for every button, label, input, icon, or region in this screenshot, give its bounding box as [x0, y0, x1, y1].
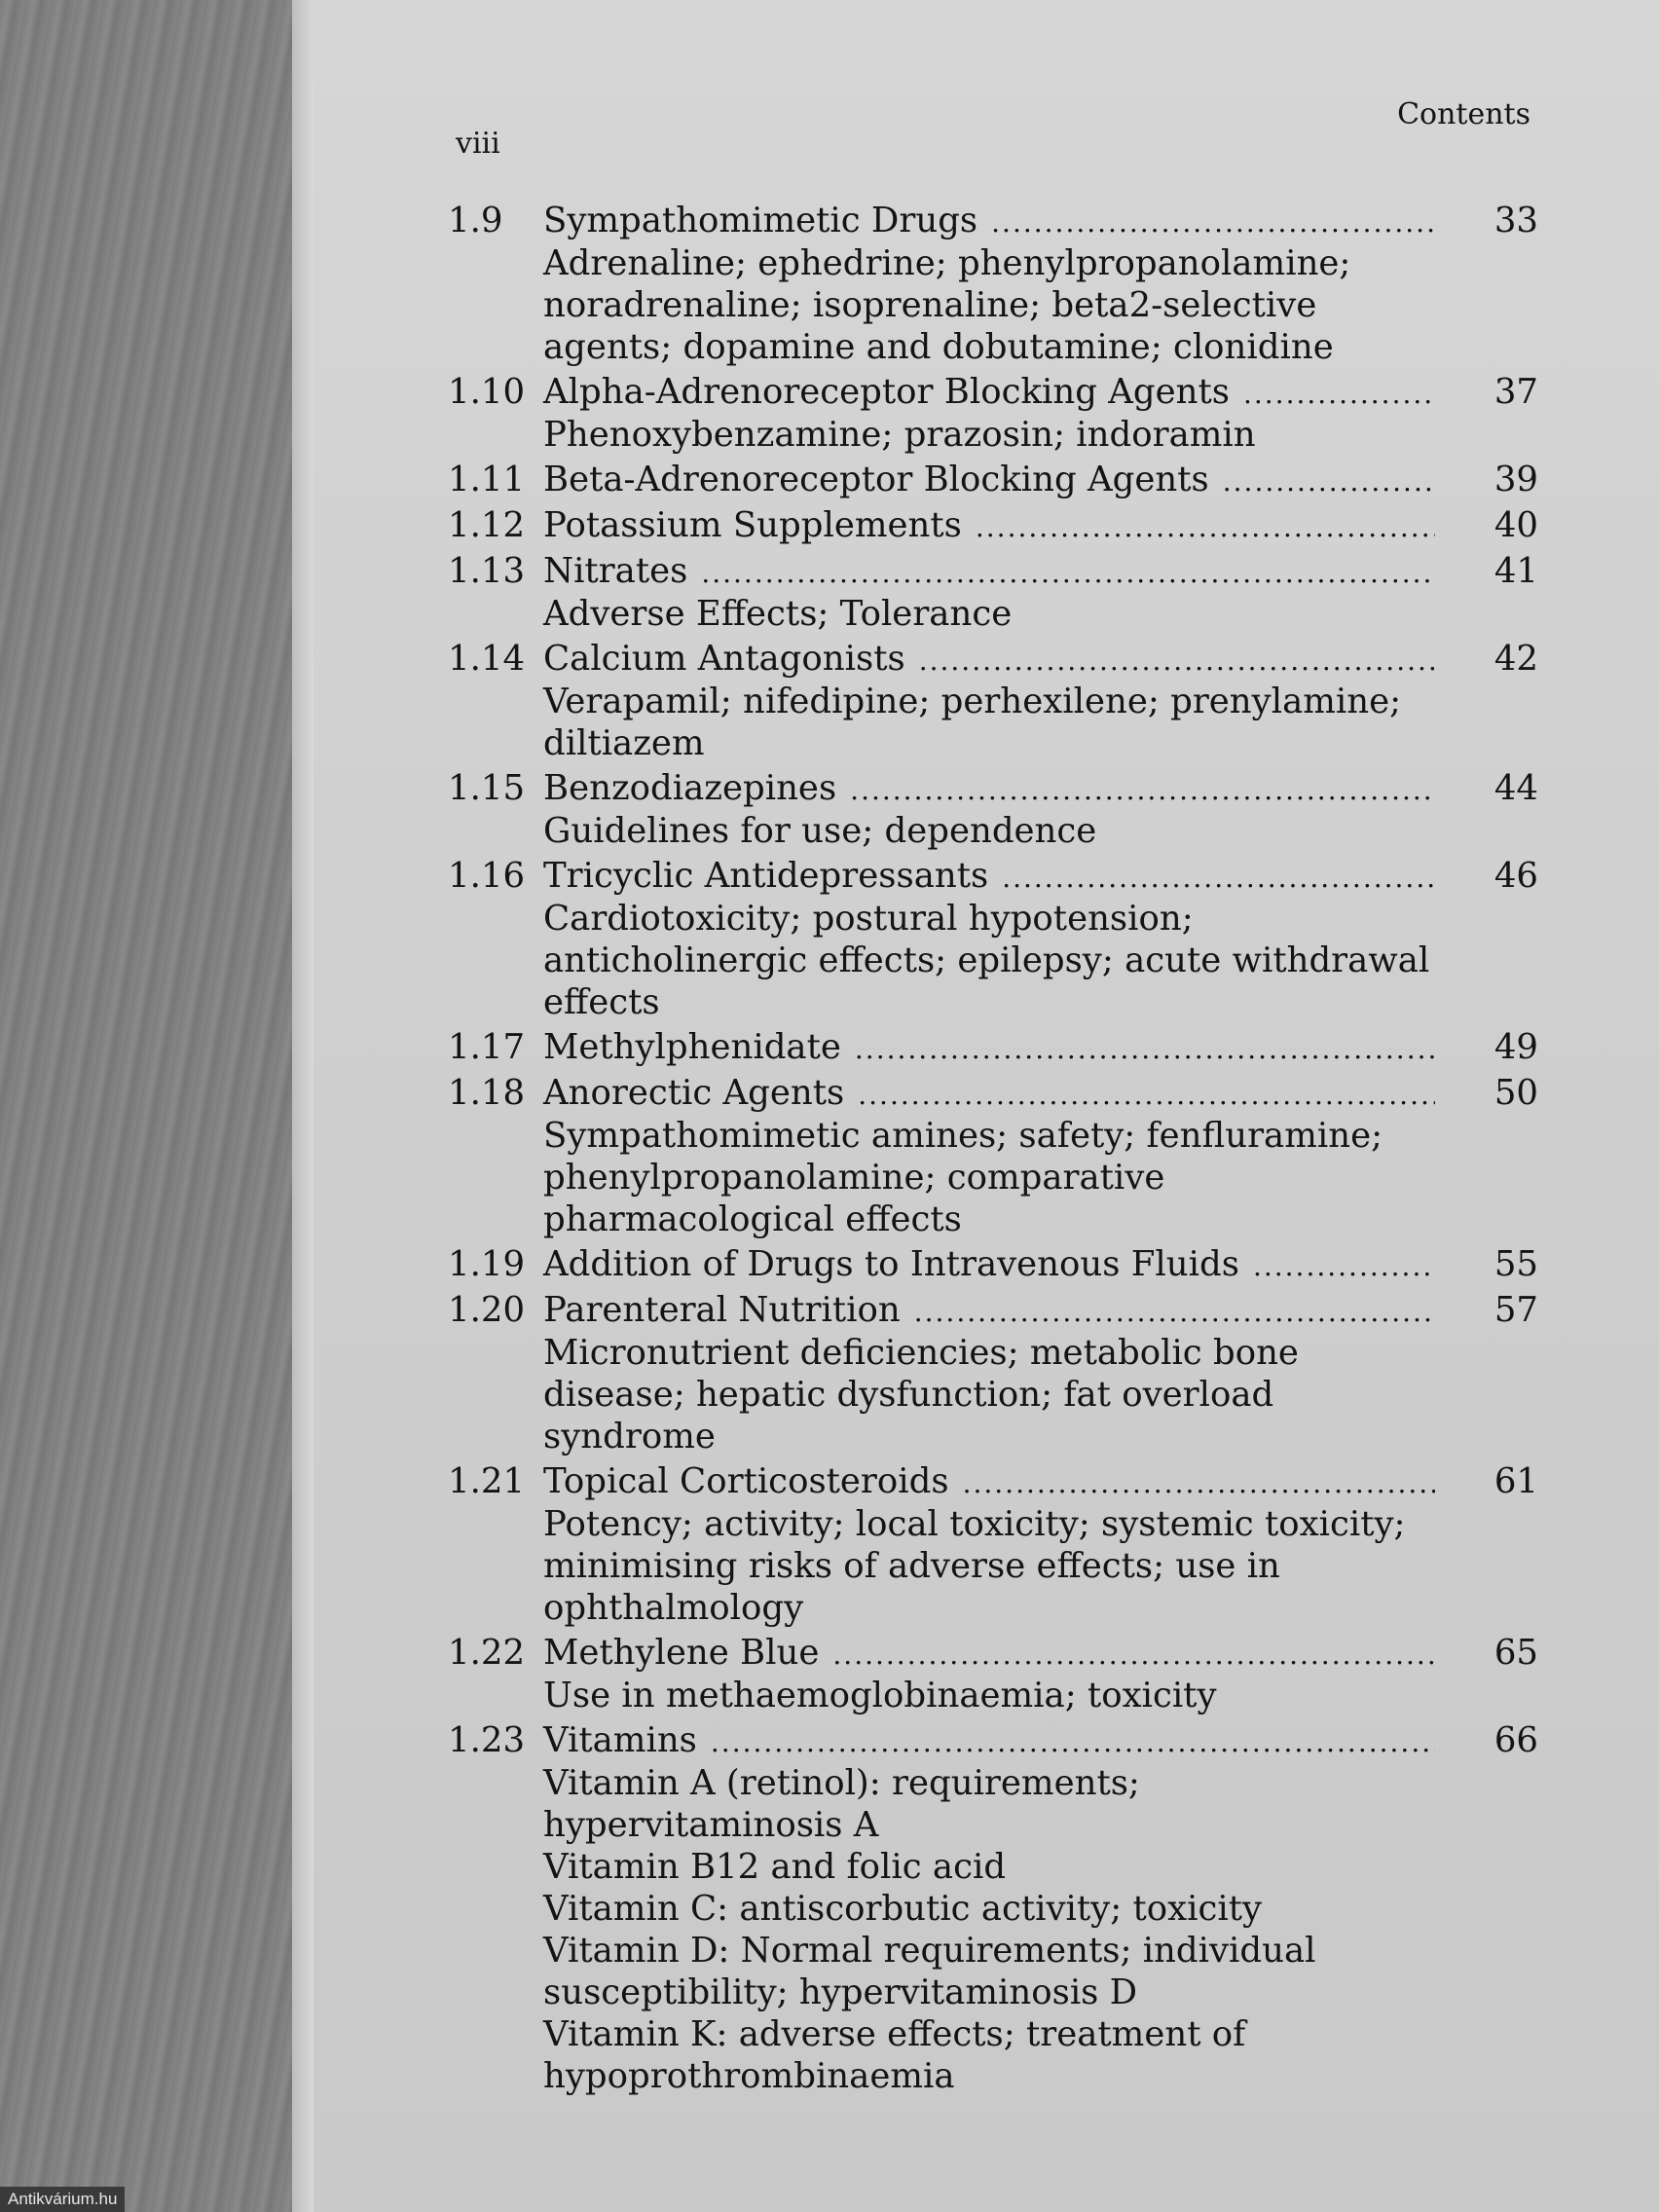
dot-leader [832, 1634, 1435, 1677]
background-surface [0, 0, 321, 2212]
entry-number: 1.21 [448, 1461, 526, 1501]
entry-subtopics-vitamin-k: Vitamin K: adverse effects; treatment of hypoprothrombinaemia [543, 2014, 1246, 2096]
entry-page-number: 37 [1493, 372, 1538, 412]
entry-page-number: 61 [1493, 1461, 1538, 1501]
entry-subtopics-vitamin-d: Vitamin D: Normal requirements; individual susceptibility; hypervitaminosis D [543, 1931, 1316, 2012]
entry-subtopics: Sympathomimetic amines; safety; fenfluramine; phenylpropanolamine; comparative pharmacological effects [543, 1116, 1383, 1239]
toc-entry-1-13 [448, 550, 1538, 635]
dot-leader [711, 1721, 1435, 1764]
dot-leader [1223, 461, 1435, 503]
entry-title: Addition of Drugs to Intravenous Fluids [543, 1244, 1239, 1284]
entry-page-number: 41 [1493, 551, 1538, 591]
toc-entry-1-17 [448, 1026, 1538, 1069]
entry-page-number: 50 [1493, 1073, 1538, 1113]
entry-page-number: 66 [1493, 1720, 1538, 1760]
entry-number: 1.18 [448, 1073, 526, 1113]
entry-page-number: 65 [1493, 1633, 1538, 1673]
entry-title: Tricyclic Antidepressants [543, 856, 989, 896]
entry-page-number: 55 [1493, 1244, 1538, 1284]
site-watermark: Antikvárium.hu [0, 2187, 125, 2212]
entry-subtopics: Micronutrient deficiencies; metabolic bone disease; hepatic dysfunction; fat overload syndrome [543, 1333, 1299, 1456]
entry-number: 1.22 [448, 1633, 526, 1673]
entry-subtopics: Cardiotoxicity; postural hypotension; anticholinergic effects; epilepsy; acute withdrawal effects [543, 899, 1430, 1022]
entry-number: 1.17 [448, 1027, 526, 1067]
entry-page-number: 44 [1493, 768, 1538, 808]
entry-number: 1.19 [448, 1244, 526, 1284]
dot-leader [1002, 857, 1435, 900]
entry-title: Alpha-Adrenoreceptor Blocking Agents [543, 372, 1230, 412]
entry-number: 1.14 [448, 639, 526, 679]
dot-leader [1253, 1245, 1435, 1288]
entry-title: Parenteral Nutrition [543, 1290, 901, 1330]
dot-leader [858, 1074, 1435, 1117]
toc-entry-1-23 [448, 1719, 1538, 2097]
entry-page-number: 39 [1493, 460, 1538, 499]
table-of-contents [448, 200, 1538, 2100]
entry-subtopics: Phenoxybenzamine; prazosin; indoramin [543, 415, 1256, 455]
toc-entry-1-10 [448, 371, 1538, 456]
dot-leader [850, 769, 1435, 812]
entry-subtopics: Use in methaemoglobinaemia; toxicity [543, 1676, 1217, 1715]
entry-title: Calcium Antagonists [543, 639, 905, 679]
dot-leader [1243, 373, 1435, 416]
entry-subtopics-vitamin-c: Vitamin C: antiscorbutic activity; toxicity [543, 1889, 1263, 1929]
entry-number: 1.20 [448, 1290, 526, 1330]
dot-leader [963, 1462, 1435, 1505]
toc-entry-1-19 [448, 1243, 1538, 1286]
dot-leader [991, 202, 1435, 244]
page-folio: viii [456, 127, 500, 161]
entry-page-number: 49 [1493, 1027, 1538, 1067]
entry-subtopics: Adverse Effects; Tolerance [543, 594, 1013, 634]
entry-number: 1.9 [448, 201, 503, 240]
entry-title: Anorectic Agents [543, 1073, 845, 1113]
dot-leader [855, 1028, 1435, 1071]
toc-entry-1-14 [448, 638, 1538, 764]
toc-entry-1-20 [448, 1289, 1538, 1457]
entry-number: 1.16 [448, 856, 526, 896]
dot-leader [914, 1291, 1435, 1334]
toc-entry-1-21 [448, 1460, 1538, 1629]
toc-entry-1-18 [448, 1072, 1538, 1240]
entry-subtopics: Potency; activity; local toxicity; systemic toxicity; minimising risks of adverse effects; use in ophthalmology [543, 1504, 1406, 1628]
entry-title: Methylene Blue [543, 1633, 820, 1673]
toc-entry-1-12 [448, 504, 1538, 547]
entry-title: Methylphenidate [543, 1027, 841, 1067]
toc-entry-1-22 [448, 1632, 1538, 1716]
entry-title: Beta-Adrenoreceptor Blocking Agents [543, 460, 1209, 499]
entry-number: 1.23 [448, 1720, 526, 1760]
dot-leader [976, 506, 1435, 549]
entry-number: 1.13 [448, 551, 526, 591]
entry-page-number: 42 [1493, 639, 1538, 679]
dot-leader [701, 552, 1435, 595]
entry-title: Nitrates [543, 551, 688, 591]
toc-entry-1-9 [448, 200, 1538, 368]
toc-entry-1-16 [448, 855, 1538, 1023]
entry-number: 1.15 [448, 768, 526, 808]
entry-title: Topical Corticosteroids [543, 1461, 949, 1501]
entry-title: Benzodiazepines [543, 768, 837, 808]
entry-page-number: 40 [1493, 505, 1538, 545]
toc-entry-1-15 [448, 767, 1538, 852]
entry-subtopics-vitamin-a: Vitamin A (retinol): requirements; hypervitaminosis A [543, 1763, 1140, 1845]
entry-number: 1.10 [448, 372, 526, 412]
dot-leader [919, 640, 1435, 682]
entry-subtopics-vitamin-b12: Vitamin B12 and folic acid [543, 1847, 1007, 1887]
entry-title: Vitamins [543, 1720, 697, 1760]
entry-subtopics: Verapamil; nifedipine; perhexilene; prenylamine; diltiazem [543, 682, 1402, 763]
entry-number: 1.12 [448, 505, 526, 545]
toc-entry-1-11 [448, 459, 1538, 501]
running-head-title: Contents [1397, 97, 1530, 131]
entry-subtopics: Adrenaline; ephedrine; phenylpropanolamine; noradrenaline; isoprenaline; beta2-selective agents; dopamine and dobutamine; clonidine [543, 243, 1351, 367]
entry-page-number: 57 [1493, 1290, 1538, 1330]
entry-title: Sympathomimetic Drugs [543, 201, 978, 240]
entry-title: Potassium Supplements [543, 505, 962, 545]
entry-page-number: 46 [1493, 856, 1538, 896]
entry-page-number: 33 [1493, 201, 1538, 240]
entry-subtopics: Guidelines for use; dependence [543, 811, 1097, 851]
entry-number: 1.11 [448, 460, 526, 499]
